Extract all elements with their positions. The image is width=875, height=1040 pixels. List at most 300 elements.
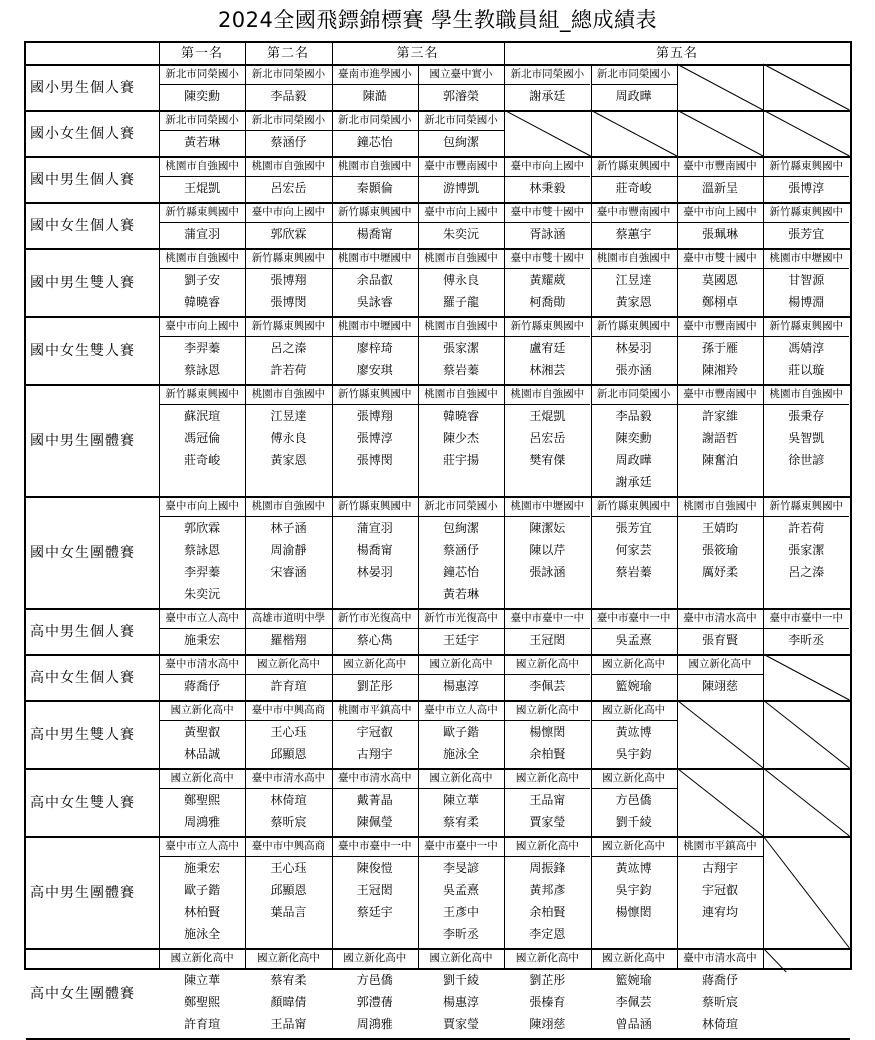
empty-cell-diagonal <box>763 654 849 700</box>
player-name: 李定恩 <box>529 927 566 941</box>
school-row-divider <box>591 516 677 517</box>
player-name: 古翔宇 <box>701 861 738 875</box>
school-row-divider <box>332 516 418 517</box>
school-row-divider <box>332 720 418 721</box>
empty-cell-diagonal <box>763 64 849 110</box>
player-name: 宋睿涵 <box>270 565 307 579</box>
school-row-divider <box>677 336 763 337</box>
school-row-divider <box>418 176 504 177</box>
player-name: 劉子安 <box>184 273 221 287</box>
player-name: 王廷宇 <box>443 633 480 647</box>
school-name: 臺中市臺中一中 <box>424 840 498 852</box>
school-row-divider <box>418 968 504 969</box>
empty-cell-diagonal <box>763 700 849 768</box>
school-row-divider <box>245 788 331 789</box>
category-label: 國中男生雙人賽 <box>30 275 135 291</box>
player-name: 張博淳 <box>788 181 825 195</box>
school-row-divider <box>504 84 590 85</box>
school-row-divider <box>245 720 331 721</box>
player-name: 孫于雁 <box>701 341 738 355</box>
player-name: 張育賢 <box>701 633 738 647</box>
player-name: 張博翔 <box>270 273 307 287</box>
school-name: 臺中市清水高中 <box>683 952 757 964</box>
player-name: 羅子龍 <box>443 295 480 309</box>
player-name: 馮冠倫 <box>184 431 221 445</box>
school-name: 桃園市自強國中 <box>165 160 239 172</box>
player-name: 李佩芸 <box>529 679 566 693</box>
player-name: 張秉存 <box>788 409 825 423</box>
school-row-divider <box>332 268 418 269</box>
school-name: 臺中市中興高商 <box>251 840 326 852</box>
player-name: 楊喬甯 <box>356 543 393 557</box>
school-row-divider <box>418 516 504 517</box>
school-name: 桃園市自強國中 <box>424 320 498 332</box>
player-name: 包絢潔 <box>443 521 480 535</box>
player-name: 黃耀葳 <box>529 273 566 287</box>
school-row-divider <box>763 628 849 629</box>
player-name: 蔡昕宸 <box>270 815 307 829</box>
school-row-divider <box>332 788 418 789</box>
column-divider <box>418 64 419 968</box>
school-name: 國立新化高中 <box>256 952 320 964</box>
category-label: 國中男生團體賽 <box>30 433 135 449</box>
school-row-divider <box>245 856 331 857</box>
player-name: 宇冠叡 <box>356 725 393 739</box>
player-name: 楊懔閎 <box>615 905 652 919</box>
player-name: 朱奕沅 <box>443 227 480 241</box>
school-name: 臺中市雙十國中 <box>683 252 757 264</box>
school-row-divider <box>418 84 504 85</box>
school-row-divider <box>245 628 331 629</box>
school-name: 臺中市豐南國中 <box>424 160 498 172</box>
school-row-divider <box>159 336 245 337</box>
player-name: 張博淳 <box>356 431 393 445</box>
school-name: 臺中市清水高中 <box>337 772 412 784</box>
school-name: 臺中市豐南國中 <box>683 160 757 172</box>
player-name: 蔡宥柔 <box>270 973 307 987</box>
player-name: 陳翊慈 <box>701 679 738 693</box>
empty-cell-diagonal <box>504 110 590 156</box>
school-name: 新竹縣東興國中 <box>769 320 843 332</box>
player-name: 甘智源 <box>788 273 825 287</box>
school-name: 臺南市進學國小 <box>337 68 412 80</box>
school-row-divider <box>677 674 763 675</box>
empty-cell-diagonal <box>763 768 849 836</box>
player-name: 楊喬甯 <box>356 227 393 241</box>
school-name: 新竹市光復高中 <box>424 612 498 624</box>
player-name: 張博翔 <box>356 409 393 423</box>
category-label: 國中女生團體賽 <box>30 545 135 561</box>
school-name: 新竹縣東興國中 <box>769 160 843 172</box>
player-name: 王心珏 <box>270 725 307 739</box>
school-row-divider <box>332 336 418 337</box>
player-name: 王冠閎 <box>529 633 566 647</box>
school-row-divider <box>504 968 590 969</box>
player-name: 古翔宇 <box>356 747 393 761</box>
player-name: 郭濬榮 <box>443 89 480 103</box>
school-name: 新北市同榮國小 <box>165 68 239 80</box>
school-name: 臺中市向上國中 <box>251 206 326 218</box>
player-name: 許若荷 <box>270 363 307 377</box>
player-name: 蔡岩蓁 <box>615 565 652 579</box>
player-name: 周政曄 <box>615 453 652 467</box>
school-name: 國立新化高中 <box>256 658 320 670</box>
player-name: 張亦涵 <box>615 363 652 377</box>
school-name: 國立新化高中 <box>170 952 234 964</box>
school-name: 國立新化高中 <box>602 840 666 852</box>
header-second-place: 第二名 <box>266 46 309 61</box>
player-name: 王焜凱 <box>184 181 221 195</box>
column-divider <box>245 43 246 968</box>
player-name: 賈家瑩 <box>443 1017 480 1031</box>
school-row-divider <box>245 268 331 269</box>
category-label: 高中女生團體賽 <box>30 986 135 1002</box>
school-name: 國立新化高中 <box>343 658 407 670</box>
header-third-place: 第三名 <box>396 46 439 61</box>
school-row-divider <box>677 176 763 177</box>
player-name: 李羿蓁 <box>184 341 221 355</box>
player-name: 陳以芹 <box>529 543 566 557</box>
school-row-divider <box>763 336 849 337</box>
school-row-divider <box>418 336 504 337</box>
school-name: 臺中市中興高商 <box>251 704 326 716</box>
player-name: 蔣喬伃 <box>184 679 221 693</box>
player-name: 黃若琳 <box>184 135 221 149</box>
school-name: 新竹縣東興國中 <box>251 320 326 332</box>
player-name: 韓曉睿 <box>184 295 221 309</box>
player-name: 邱顯恩 <box>270 883 307 897</box>
school-row-divider <box>245 130 331 131</box>
school-name: 臺中市立人高中 <box>424 704 498 716</box>
school-row-divider <box>677 968 763 969</box>
player-name: 周鴻雅 <box>184 815 221 829</box>
player-name: 張筱瑜 <box>701 543 738 557</box>
player-name: 陳佩瑩 <box>356 815 393 829</box>
school-name: 國立新化高中 <box>515 840 579 852</box>
player-name: 許家維 <box>701 409 738 423</box>
player-name: 江昱達 <box>615 273 652 287</box>
player-name: 張家潔 <box>443 341 480 355</box>
school-name: 國立新化高中 <box>429 772 493 784</box>
player-name: 蔡詠恩 <box>184 363 221 377</box>
school-name: 新北市同榮國小 <box>251 114 326 126</box>
school-name: 臺中市豐南國中 <box>596 206 671 218</box>
player-name: 林晏羽 <box>615 341 652 355</box>
player-name: 林子涵 <box>270 521 307 535</box>
school-row-divider <box>591 674 677 675</box>
player-name: 吳詠睿 <box>356 295 393 309</box>
category-label: 高中男生個人賽 <box>30 624 135 640</box>
player-name: 馮婧淳 <box>788 341 825 355</box>
school-name: 新北市同榮國小 <box>337 114 412 126</box>
school-row-divider <box>591 720 677 721</box>
player-name: 蒲宣羽 <box>184 227 221 241</box>
player-name: 黃聖叡 <box>184 725 221 739</box>
player-name: 蔣喬伃 <box>701 973 738 987</box>
school-name: 新竹縣東興國中 <box>596 500 671 512</box>
school-row-divider <box>418 674 504 675</box>
school-row-divider <box>332 176 418 177</box>
player-name: 蔡岩蓁 <box>443 363 480 377</box>
school-row-divider <box>763 176 849 177</box>
player-name: 李佩芸 <box>615 995 652 1009</box>
player-name: 傅永良 <box>443 273 480 287</box>
category-label: 高中女生雙人賽 <box>30 795 135 811</box>
player-name: 陳奕勳 <box>615 431 652 445</box>
school-name: 桃園市自強國中 <box>510 388 585 400</box>
school-name: 臺中市豐南國中 <box>683 388 757 400</box>
school-name: 臺中市清水高中 <box>683 612 757 624</box>
school-name: 臺中市向上國中 <box>424 206 498 218</box>
school-row-divider <box>763 404 849 405</box>
school-row-divider <box>245 968 331 969</box>
school-name: 桃園市平鎮高中 <box>683 840 757 852</box>
player-name: 林倚瑄 <box>270 793 307 807</box>
player-name: 吳宇鈞 <box>615 883 652 897</box>
school-name: 新竹縣東興國中 <box>596 160 671 172</box>
school-name: 臺中市臺中一中 <box>510 612 585 624</box>
player-name: 李旻諺 <box>443 861 480 875</box>
school-name: 桃園市自強國中 <box>424 252 498 264</box>
school-name: 國立新化高中 <box>602 658 666 670</box>
player-name: 余柏賢 <box>529 747 566 761</box>
school-row-divider <box>504 336 590 337</box>
school-name: 臺中市臺中一中 <box>769 612 843 624</box>
player-name: 呂之溱 <box>270 341 307 355</box>
player-name: 李昕丞 <box>443 927 480 941</box>
empty-cell-diagonal <box>677 64 763 110</box>
school-name: 國立新化高中 <box>515 704 579 716</box>
player-name: 張博閔 <box>356 453 393 467</box>
school-row-divider <box>332 130 418 131</box>
empty-cell-diagonal <box>677 768 763 836</box>
player-name: 蔡宥柔 <box>443 815 480 829</box>
school-row-divider <box>159 84 245 85</box>
school-name: 臺中市向上國中 <box>165 320 239 332</box>
document-title: 2024全國飛鏢錦標賽 學生教職員組_總成績表 <box>217 8 658 32</box>
school-row-divider <box>159 176 245 177</box>
player-name: 周振鋒 <box>529 861 566 875</box>
category-label: 國小男生個人賽 <box>30 80 135 96</box>
school-row-divider <box>332 674 418 675</box>
school-row-divider <box>159 856 245 857</box>
player-name: 劉芷彤 <box>356 679 393 693</box>
school-name: 桃園市自強國中 <box>251 388 326 400</box>
school-name: 國立新化高中 <box>429 658 493 670</box>
player-name: 余品叡 <box>356 273 393 287</box>
school-row-divider <box>159 130 245 131</box>
player-name: 施泳全 <box>443 747 480 761</box>
school-name: 國立新化高中 <box>170 704 234 716</box>
player-name: 許若荷 <box>788 521 825 535</box>
player-name: 戴菁晶 <box>356 793 393 807</box>
player-name: 廖梓琦 <box>356 341 393 355</box>
school-name: 臺中市向上國中 <box>683 206 757 218</box>
school-row-divider <box>677 404 763 405</box>
player-name: 郭澧蒨 <box>356 995 393 1009</box>
player-name: 王焜凱 <box>529 409 566 423</box>
school-name: 國立新化高中 <box>515 658 579 670</box>
player-name: 吳智凱 <box>788 431 825 445</box>
player-name: 施泳全 <box>184 927 221 941</box>
player-name: 郭欣霖 <box>270 227 307 241</box>
player-name: 陳立華 <box>184 973 221 987</box>
school-name: 新竹縣東興國中 <box>165 206 239 218</box>
school-row-divider <box>418 628 504 629</box>
player-name: 李羿蓁 <box>184 565 221 579</box>
player-name: 楊惠淳 <box>443 679 480 693</box>
player-name: 蔡心雋 <box>356 633 393 647</box>
school-name: 國立臺中實小 <box>429 68 493 80</box>
school-name: 新竹縣東興國中 <box>769 500 843 512</box>
school-row-divider <box>504 516 590 517</box>
player-name: 連宥均 <box>701 905 738 919</box>
player-name: 周渝靜 <box>270 543 307 557</box>
player-name: 林品誠 <box>184 747 221 761</box>
player-name: 蘇泯瑄 <box>184 409 221 423</box>
school-name: 臺中市清水高中 <box>165 658 239 670</box>
player-name: 張芳宜 <box>615 521 652 535</box>
school-name: 新竹縣東興國中 <box>251 252 326 264</box>
player-name: 莊奇峻 <box>184 453 221 467</box>
school-row-divider <box>677 516 763 517</box>
school-name: 新竹縣東興國中 <box>510 320 585 332</box>
school-row-divider <box>418 130 504 131</box>
school-row-divider <box>504 788 590 789</box>
school-row-divider <box>591 968 677 969</box>
player-name: 鐘芯怡 <box>443 565 480 579</box>
school-row-divider <box>245 336 331 337</box>
school-name: 國立新化高中 <box>602 952 666 964</box>
category-label: 高中女生個人賽 <box>30 670 135 686</box>
empty-cell-diagonal <box>591 110 677 156</box>
player-name: 楊惠淳 <box>443 995 480 1009</box>
section-divider <box>26 1038 850 1040</box>
player-name: 羅楷翔 <box>270 633 307 647</box>
school-row-divider <box>332 628 418 629</box>
school-row-divider <box>677 222 763 223</box>
school-row-divider <box>159 628 245 629</box>
school-name: 桃園市中壢國中 <box>769 252 843 264</box>
player-name: 廖安琪 <box>356 363 393 377</box>
player-name: 吳孟熹 <box>615 633 652 647</box>
player-name: 韓曉睿 <box>443 409 480 423</box>
school-row-divider <box>418 404 504 405</box>
school-name: 高雄市道明中學 <box>251 612 326 624</box>
school-row-divider <box>504 720 590 721</box>
school-name: 臺中市雙十國中 <box>510 206 585 218</box>
school-row-divider <box>677 268 763 269</box>
player-name: 張詠涵 <box>529 565 566 579</box>
category-label: 高中男生團體賽 <box>30 885 135 901</box>
column-divider <box>591 64 592 968</box>
player-name: 蔡詠恩 <box>184 543 221 557</box>
player-name: 歐子鍇 <box>443 725 480 739</box>
school-row-divider <box>763 516 849 517</box>
school-row-divider <box>245 222 331 223</box>
player-name: 葉品言 <box>270 905 307 919</box>
player-name: 籃婉瑜 <box>615 679 652 693</box>
player-name: 蔡昕宸 <box>701 995 738 1009</box>
player-name: 李昕丞 <box>788 633 825 647</box>
empty-cell-diagonal <box>677 110 763 156</box>
player-name: 王品甯 <box>529 793 566 807</box>
school-name: 國立新化高中 <box>515 952 579 964</box>
player-name: 籃婉瑜 <box>615 973 652 987</box>
player-name: 陳俊愷 <box>356 861 393 875</box>
player-name: 鄭栩卓 <box>701 295 738 309</box>
player-name: 朱奕沅 <box>184 587 221 601</box>
school-row-divider <box>245 516 331 517</box>
school-name: 臺中市向上國中 <box>510 160 585 172</box>
school-name: 桃園市自強國中 <box>424 388 498 400</box>
player-name: 林柏賢 <box>184 905 221 919</box>
player-name: 陳澔 <box>362 89 387 103</box>
school-row-divider <box>159 268 245 269</box>
empty-cell-diagonal <box>763 836 849 948</box>
player-name: 楊懔閎 <box>529 725 566 739</box>
school-name: 桃園市自強國中 <box>165 252 239 264</box>
player-name: 李品毅 <box>270 89 307 103</box>
player-name: 宇冠叡 <box>701 883 738 897</box>
player-name: 謝承廷 <box>615 475 652 489</box>
player-name: 秦顥倫 <box>356 181 393 195</box>
player-name: 王彥中 <box>443 905 480 919</box>
school-row-divider <box>418 268 504 269</box>
player-name: 鄭聖熙 <box>184 995 221 1009</box>
player-name: 樊宥傑 <box>529 453 566 467</box>
school-name: 新竹縣東興國中 <box>596 320 671 332</box>
school-row-divider <box>159 720 245 721</box>
school-row-divider <box>591 222 677 223</box>
school-row-divider <box>159 788 245 789</box>
school-row-divider <box>591 628 677 629</box>
player-name: 陳少杰 <box>443 431 480 445</box>
empty-cell-diagonal <box>763 948 849 972</box>
player-name: 莊奇峻 <box>615 181 652 195</box>
player-name: 柯喬勛 <box>529 295 566 309</box>
school-name: 桃園市自強國中 <box>251 160 326 172</box>
player-name: 吳宇鈞 <box>615 747 652 761</box>
player-name: 黃家恩 <box>270 453 307 467</box>
school-row-divider <box>591 84 677 85</box>
school-name: 桃園市自強國中 <box>251 500 326 512</box>
school-name: 臺中市立人高中 <box>165 612 239 624</box>
school-row-divider <box>504 176 590 177</box>
player-name: 張榛育 <box>529 995 566 1009</box>
player-name: 王婧昀 <box>701 521 738 535</box>
player-name: 盧宥廷 <box>529 341 566 355</box>
school-row-divider <box>159 674 245 675</box>
school-name: 臺中市臺中一中 <box>596 612 671 624</box>
player-name: 謝承廷 <box>529 89 566 103</box>
school-row-divider <box>245 674 331 675</box>
player-name: 許育瑄 <box>184 1017 221 1031</box>
player-name: 許育瑄 <box>270 679 307 693</box>
header-first-place: 第一名 <box>180 46 223 61</box>
school-name: 桃園市自強國中 <box>337 160 412 172</box>
player-name: 黃竑博 <box>615 861 652 875</box>
player-name: 林倚瑄 <box>701 1017 738 1031</box>
player-name: 莊宇揚 <box>443 453 480 467</box>
player-name: 劉千綾 <box>443 973 480 987</box>
school-name: 臺中市臺中一中 <box>337 840 412 852</box>
school-name: 國立新化高中 <box>515 772 579 784</box>
school-row-divider <box>591 336 677 337</box>
empty-cell-diagonal <box>677 700 763 768</box>
player-name: 呂宏岳 <box>270 181 307 195</box>
school-name: 新竹縣東興國中 <box>165 388 239 400</box>
